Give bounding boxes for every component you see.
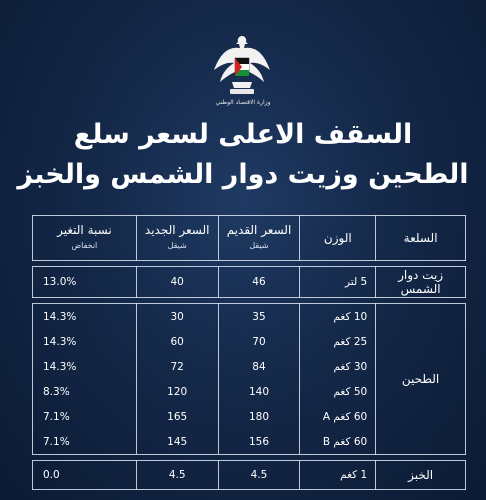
cell-old-price: 84 xyxy=(218,354,300,379)
header-change: نسبة التغير انخفاض xyxy=(33,216,137,261)
cell-change: 13.0% xyxy=(33,267,137,298)
cell-weight: 25 كغم xyxy=(300,329,376,354)
eagle-emblem-icon xyxy=(210,30,274,100)
cell-weight: 10 كغم xyxy=(300,304,376,330)
header-weight: الوزن xyxy=(300,216,376,261)
cell-new-price: 40 xyxy=(136,267,218,298)
cell-old-price: 156 xyxy=(218,429,300,455)
cell-new-price: 4.5 xyxy=(136,461,218,490)
cell-old-price: 180 xyxy=(218,404,300,429)
cell-change: 14.3% xyxy=(33,354,137,379)
cell-change: 14.3% xyxy=(33,329,137,354)
cell-weight: 60 كغم B xyxy=(300,429,376,455)
cell-item: زيت دوار الشمس xyxy=(376,267,466,298)
cell-old-price: 46 xyxy=(218,267,300,298)
cell-old-price: 140 xyxy=(218,379,300,404)
cell-change: 0.0 xyxy=(33,461,137,490)
cell-change: 7.1% xyxy=(33,429,137,455)
cell-change: 8.3% xyxy=(33,379,137,404)
cell-old-price: 4.5 xyxy=(218,461,300,490)
table-row xyxy=(33,304,466,330)
table-header-row xyxy=(33,216,466,261)
cell-old-price: 70 xyxy=(218,329,300,354)
title-line-2: الطحين وزيت دوار الشمس والخبز xyxy=(17,159,469,190)
cell-new-price: 120 xyxy=(136,379,218,404)
header-item: السلعة xyxy=(376,216,466,261)
title-line-1: السقف الاعلى لسعر سلع xyxy=(73,119,413,150)
cell-old-price: 35 xyxy=(218,304,300,330)
cell-weight: 5 لتر xyxy=(300,267,376,298)
header-old-price: السعر القديم شيقل xyxy=(218,216,300,261)
cell-new-price: 72 xyxy=(136,354,218,379)
header-new-price: السعر الجديد شيقل xyxy=(136,216,218,261)
table-row-oil xyxy=(33,267,466,298)
cell-change: 14.3% xyxy=(33,304,137,330)
table-row-bread xyxy=(33,461,466,490)
cell-weight: 50 كغم xyxy=(300,379,376,404)
price-table xyxy=(32,215,466,490)
cell-change: 7.1% xyxy=(33,404,137,429)
ministry-label: وزارة الاقتصاد الوطني xyxy=(215,99,271,106)
cell-weight: 1 كغم xyxy=(300,461,376,490)
cell-weight: 60 كغم A xyxy=(300,404,376,429)
cell-item: الطحين xyxy=(376,304,466,455)
cell-new-price: 165 xyxy=(136,404,218,429)
cell-new-price: 30 xyxy=(136,304,218,330)
cell-item: الخبز xyxy=(376,461,466,490)
cell-new-price: 60 xyxy=(136,329,218,354)
cell-new-price: 145 xyxy=(136,429,218,455)
cell-weight: 30 كغم xyxy=(300,354,376,379)
